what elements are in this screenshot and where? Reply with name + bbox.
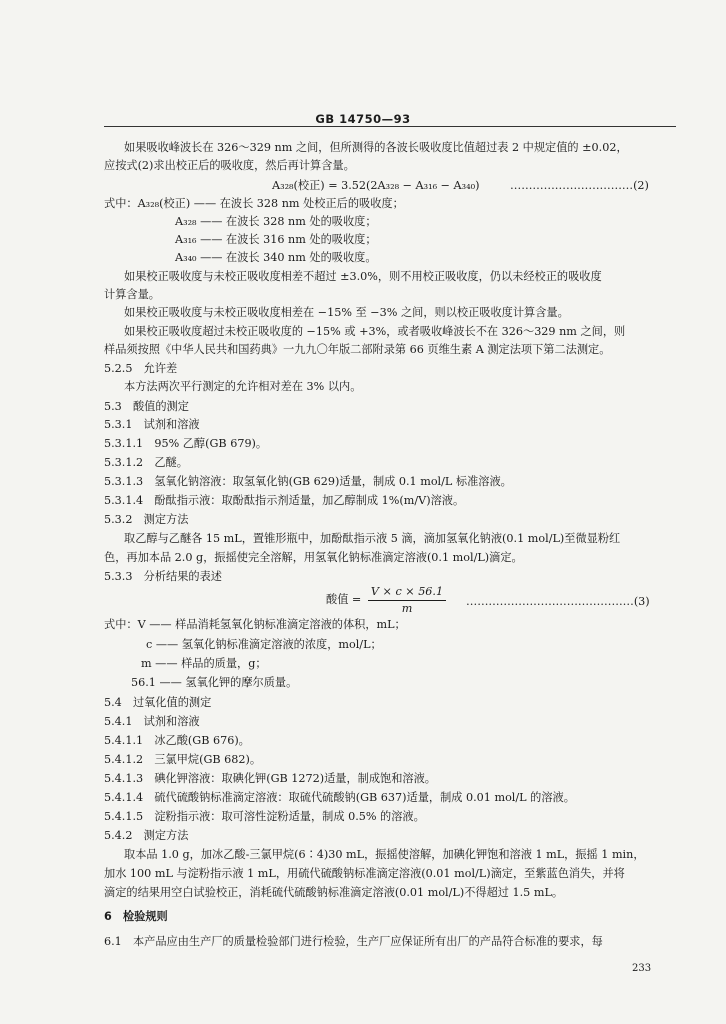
- paragraph-line: 如果校正吸收度与未校正吸收度相差不超过 ±3.0%，则不用校正吸收度，仍以未经校正的吸收度: [124, 270, 602, 283]
- section-heading: 5.4 过氧化值的测定: [104, 696, 212, 709]
- formula-3-number: ………………………………………(3): [466, 595, 650, 608]
- formula-legend: 式中：A₃₂₈(校正) —— 在波长 328 nm 处校正后的吸收度；: [104, 197, 404, 210]
- list-item: 5.3.1.3 氢氧化钠溶液：取氢氧化钠(GB 629)适量，制成 0.1 mol/L 标准溶液。: [104, 475, 512, 488]
- list-item: 5.4.1.5 淀粉指示液：取可溶性淀粉适量，制成 0.5% 的溶液。: [104, 810, 425, 823]
- formula-legend: 式中：V —— 样品消耗氢氧化钠标准滴定溶液的体积，mL；: [104, 618, 406, 631]
- paragraph-line: 如果吸收峰波长在 326～329 nm 之间，但所测得的各波长吸收度比值超过表 2 中规定值的 ±0.02，: [124, 141, 628, 154]
- header-rule: [104, 126, 676, 127]
- formula-legend: m —— 样品的质量，g；: [141, 657, 267, 670]
- page-number: 233: [632, 963, 652, 974]
- list-item: 5.4.1.2 三氯甲烷(GB 682)。: [104, 753, 262, 766]
- formula-3: [326, 584, 446, 616]
- list-item: 5.3.1.1 95% 乙醇(GB 679)。: [104, 437, 268, 450]
- formula-legend: A₃₁₆ —— 在波长 316 nm 处的吸收度；: [175, 233, 377, 246]
- formula-2: A₃₂₈(校正) = 3.52(2A₃₂₈ − A₃₁₆ − A₃₄₀): [272, 179, 480, 192]
- formula-legend: 56.1 —— 氢氧化钾的摩尔质量。: [131, 676, 298, 689]
- formula-legend: c —— 氢氧化钠标准滴定溶液的浓度，mol/L；: [146, 638, 382, 651]
- paragraph-line: 6.1 本产品应由生产厂的质量检验部门进行检验，生产厂应保证所有出厂的产品符合标准的要求，每: [104, 935, 603, 948]
- list-item: 5.3.1.4 酚酞指示液：取酚酞指示剂适量，加乙醇制成 1%(m/V)溶液。: [104, 494, 465, 507]
- list-item: 5.4.1.1 冰乙酸(GB 676)。: [104, 734, 250, 747]
- list-item: 5.4.1.3 碘化钾溶液：取碘化钾(GB 1272)适量，制成饱和溶液。: [104, 772, 436, 785]
- section-heading: 5.3.2 测定方法: [104, 513, 189, 526]
- formula-3-denominator: m: [401, 602, 413, 615]
- list-item: 5.3.1.2 乙醚。: [104, 456, 188, 469]
- paragraph-line: 取乙醇与乙醚各 15 mL，置锥形瓶中，加酚酞指示液 5 滴，滴加氢氧化钠液(0.1 mol/L)至微显粉红: [124, 532, 621, 545]
- paragraph-line: 色，再加本品 2.0 g，振摇使完全溶解，用氢氧化钠标准滴定溶液(0.1 mol/L)滴定。: [104, 551, 523, 564]
- chapter-heading: 6 检验规则: [104, 910, 168, 923]
- section-heading: 5.2.5 允许差: [104, 362, 178, 375]
- section-heading: 5.4.2 测定方法: [104, 829, 189, 842]
- formula-legend: A₃₄₀ —— 在波长 340 nm 处的吸收度。: [175, 251, 377, 264]
- section-heading: 5.3.1 试剂和溶液: [104, 418, 200, 431]
- section-heading: 5.3 酸值的测定: [104, 400, 189, 413]
- paragraph-line: 样品须按照《中华人民共和国药典》一九九〇年版二部附录第 66 页维生素 A 测定法项下第二法测定。: [104, 343, 611, 356]
- formula-2-number: ……………………………(2): [510, 179, 649, 192]
- paragraph-line: 加水 100 mL 与淀粉指示液 1 mL，用硫代硫酸钠标准滴定溶液(0.01 mol/L)滴定，至紫蓝色消失，并将: [104, 867, 625, 880]
- section-heading: 5.4.1 试剂和溶液: [104, 715, 200, 728]
- standard-code-header: GB 14750—93: [315, 112, 411, 126]
- paragraph-line: 如果校正吸收度与未校正吸收度相差在 −15% 至 −3% 之间，则以校正吸收度计算含量。: [124, 306, 569, 319]
- formula-3-lhs: 酸值 =: [326, 593, 362, 606]
- list-item: 5.4.1.4 硫代硫酸钠标准滴定溶液：取硫代硫酸钠(GB 637)适量，制成 0.01 mol/L 的溶液。: [104, 791, 575, 804]
- formula-3-fraction: [368, 584, 446, 616]
- paragraph-line: 本方法两次平行测定的允许相对差在 3% 以内。: [124, 380, 362, 393]
- paragraph-line: 滴定的结果用空白试验校正，消耗硫代硫酸钠标准滴定溶液(0.01 mol/L)不得超过 1.5 mL。: [104, 886, 564, 899]
- paragraph-line: 取本品 1.0 g，加冰乙酸-三氯甲烷(6∶4)30 mL，振摇使溶解，加碘化钾饱和溶液 1 mL，振摇 1 min，: [124, 848, 645, 861]
- formula-legend: A₃₂₈ —— 在波长 328 nm 处的吸收度；: [175, 215, 377, 228]
- paragraph-line: 计算含量。: [104, 288, 160, 301]
- paragraph-line: 如果校正吸收度超过未校正吸收度的 −15% 或 +3%，或者吸收峰波长不在 326～329 nm 之间，则: [124, 325, 626, 338]
- paragraph-line: 应按式(2)求出校正后的吸收度，然后再计算含量。: [104, 159, 355, 172]
- section-heading: 5.3.3 分析结果的表述: [104, 570, 222, 583]
- formula-3-numerator: V × c × 56.1: [368, 584, 446, 601]
